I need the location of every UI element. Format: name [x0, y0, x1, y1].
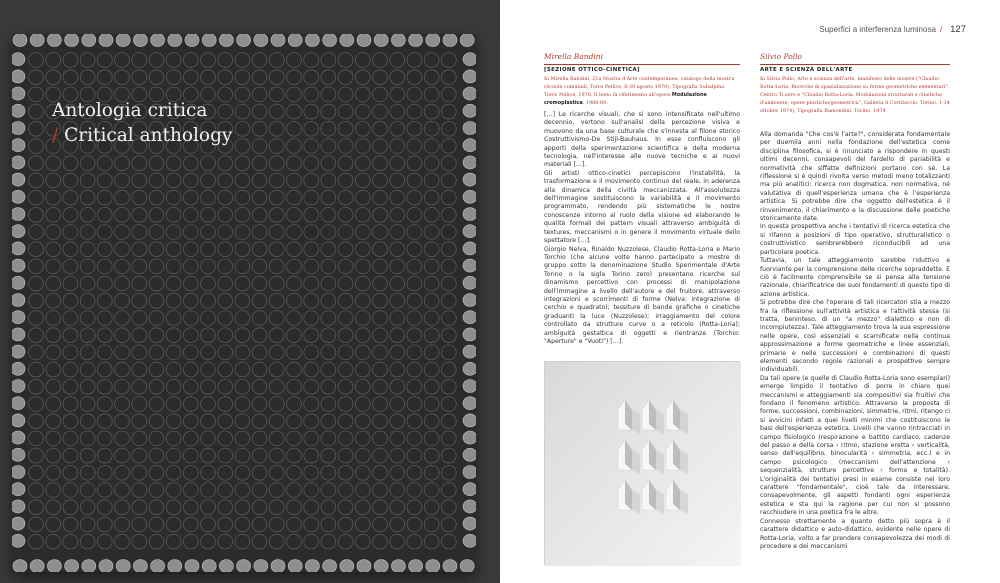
title-italian: Antologia critica: [52, 100, 208, 121]
paragraph: In questa prospettiva anche i tentativi di ricerca estetica che si rifanno a posizioni di tipo operativo, strutturalistico o costruttivistico sembrerebbero riconducibili ad una particolare poetica.: [760, 223, 950, 256]
author-name: Mirella Bandini: [544, 52, 603, 61]
source-citation: In Mirella Bandini, 21a Mostra d'Arte contemporanea, catalogo della mostra (Scuole comunali, Torre Pellice, 8-30 agosto 1970), Tipografia Subalpina, Torre Pellice, 1970. Il testo fa riferimento all'opera Modulazione cromoplastica, 1968-69.: [544, 76, 735, 106]
pollo-body-text: [760, 131, 950, 551]
paragraph: Alla domanda "Che cos'è l'arte?", considerata fondamentale per duemila anni nella fondazione dell'estetica come disciplina filosofica, si è rinunciato a rispondere in questi ultimi decenni, consapevoli del fardello di pariabilità e normatività che siffatte definizioni portano con sé. La riflessione si è quindi rivolta verso metodi meno totalizzanti ma più analitici: ricerca non dogmatica, non normativa, né valutativa di quell'esperienza umana che è l'esperienza artistica. Si potrebbe dire che oggetto dell'estetica è il rinvenimento, il chiarimento e la discussione delle poetiche storicamente date.: [760, 131, 950, 223]
sculpture-photo: [544, 361, 740, 565]
divider-rule: [544, 64, 740, 65]
source-citation: In Silvio Pollo, Arte e scienza dell'arte, manifesto delle mostre ("Claudio Rotta-Loria. Ricerche di spazializzazione su forme geometriche elementari", Centro Ti.zero e "Claudio Rotta-Loria. Modulazioni strutturali e cinetiche d'ambiente, opere plastiche/geometrica", Galleria il Cortilaccio, Torino, 1-14 ottobre 1974), Tipografia Ramondini, Torino, 1974: [760, 76, 950, 114]
column-bandini-header: [544, 52, 740, 107]
header-separator: /: [939, 25, 943, 34]
paragraph: Da tali opere (e quelle di Claudio Rotta-Loria sono esemplari) emerge limpido il tentativo di porre in chiaro quei meccanismi e atteggiamenti sia compositivi sia fruitivi che fondano il fenomeno artistico. Attraverso la proposta di forme, successioni, combinazioni, simmetrie, ritmi, ritengo ci si avvicini infatti a quei livelli minimi che costituiscono le basi dell'esperienza estetica. Livelli che vanno rintracciati in campo fisiologico (respirazione e battito cardiaco, cadenze del passo e della corsa › ritmo, stazione eretta › verticalità, senso dell'equilibrio, binocularità › simmetria, ecc.) e in campo psicologico (meccanismi dell'attenzione › sequenzialità, strutture percettive › forma e totalità). L'originalità dei tentativi presi in esame consiste nel loro carattere "fondamentale", cioè tale da interessare, consapevolmente, gli aspetti fondanti ogni esperienza estetica e sta qui la ragione per cui non si possono racchiudere in una poetica fra le altre.: [760, 374, 950, 517]
page-number: 127: [950, 24, 966, 35]
paragraph: […] Le ricerche visuali, che si sono intensificate nell'ultimo decennio, vertono sull'analisi della percezione visiva e muovono da una base culturale che s'innesta al filone storico Costruttivismo-De Stijl-Bauhaus. In esse confluiscono gli apporti della sperimentazione scientifica e della moderna tecnologia, nell'interesse alle nuove tecniche e ai nuovi materiali […].: [544, 111, 740, 169]
paragraph: Connesso strettamente a quanto detto più sopra è il carattere didattico e auto-didattico, evidente nelle opere di Rotta-Loria, volto a far prendere consapevolezza dei modi di procedere e dei meccanismi: [760, 517, 950, 550]
title-english-line: [52, 123, 232, 148]
section-title: [52, 98, 232, 148]
column-pollo-header: [760, 52, 950, 115]
sculpture-image: [545, 362, 741, 566]
title-english: Critical anthology: [64, 125, 233, 146]
section-label: [SEZIONE OTTICO-CINETICA]: [544, 67, 640, 73]
paragraph: Gli artisti ottico-cinetici percepiscono l'instabilità, la trasformazione e il movimento continuo del reale, in aderenza alla dinamica della civiltà meccanizzata. All'assolutezza dell'immagine sostituiscono la variabilità e il movimento programmato, rendendo più sistematiche le nostre conoscenze intorno al ruolo della visione ed elaborando le qualità formali dei pattern visuali attraverso ambiguità di textures, meccanismi o in genere il movimento virtuale dello spettatore […].: [544, 169, 740, 245]
title-slash: /: [52, 125, 59, 146]
section-label: ARTE E SCIENZA DELL'ARTE: [760, 67, 853, 73]
paragraph: Si potrebbe dire che l'operare di tali ricercatori stia a mezzo fra la riflessione sull'attività artistica e l'attività stessa (si tratta, beninteso, di un "a mezzo" dialettico e non di incompiutezza). Tale atteggiamento trova la sua espressione nelle opere, così essenziali e scarnificate nella continua approssimazione a forme geometriche e linee essenziali, primarie e nelle successioni e combinazioni di questi elementi secondo regole razionali e prospettive sempre individuabili.: [760, 299, 950, 374]
bandini-body-text: [544, 111, 740, 346]
author-name: Silvio Pollo: [760, 52, 803, 61]
running-title: Superfici a interferenza luminosa: [819, 25, 936, 34]
paragraph: Tuttavia, un tale atteggiamento sarebbe riduttivo e fuorviante per la comprensione delle ricerche sopraddette. E ciò è facilmente comprensibile se si pensa alla tensione razionale, chiarificatrice dei suoi fondamenti di questo tipo di azione artistica.: [760, 257, 950, 298]
running-header: [819, 24, 966, 35]
paragraph: Giorgio Nelva, Rinaldo Nuzzolese, Claudio Rotta-Loria e Mario Torchio (che alcune volte hanno partecipato a mostre di gruppo sotto la denominazione Studio Sperimentale d'Arte Torino o la sigla Torino zero) presentano ricerche sul dinamismo percettivo con processi di manipolazione dell'immagine a livello dell'autore e del fruitore, attraverso integrazioni e scorrimenti di forme (Nelva: integrazione di cerchio e quadrato); tessiture di bande grafiche o cinetiche graduanti la luce (Nuzzolese); irraggiamento del colore controllato da strutture curve o a reticolo (Rotta-Loria); ambiguità gestaltica di oggetti e rientranze (Torchio: "Aperture" e "Vuoti") […].: [544, 245, 740, 345]
divider-rule: [760, 64, 950, 65]
